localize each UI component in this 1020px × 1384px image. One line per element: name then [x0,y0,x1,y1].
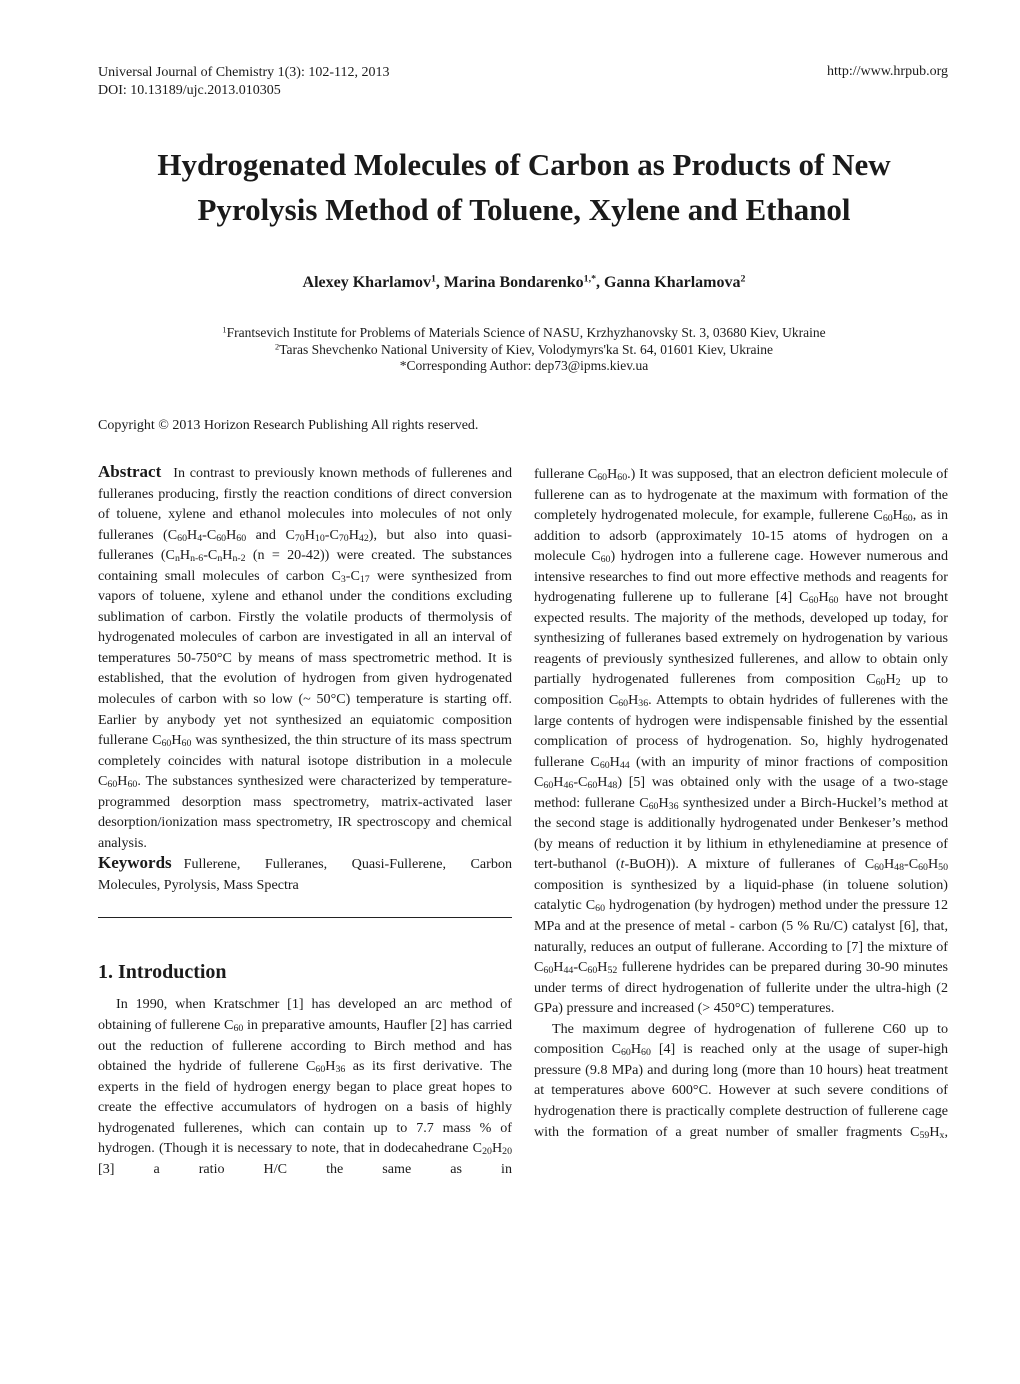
section-divider [98,917,512,918]
doi: DOI: 10.13189/ujc.2013.010305 [98,83,281,98]
paper-title [60,142,988,232]
keywords-text: Fullerene, Fulleranes, Quasi-Fullerene, Carbon Molecules, Pyrolysis, Mass Spectra [98,856,512,893]
author-name: Ganna Kharlamova [604,274,741,291]
author-list: Alexey Kharlamov$^1$, Marina Bondarenko$^{1,*}$, Ganna Kharlamova$^2$ [302,273,746,291]
affiliations [60,325,988,375]
section-heading: 1. Introduction [98,961,227,984]
left-column [98,462,512,1179]
author-name: Alexey Kharlamov [302,274,431,291]
title-line-1: Hydrogenated Molecules of Carbon as Products of New [157,147,891,182]
right-column [534,464,948,1142]
intro-paragraph: In 1990, when Kratschmer [1] has developed an arc method of obtaining of fullerene $C_{60}$ in preparative amounts, Haufler [2] has carried out the reduction of fullerene according to Birch method and has obtained the hydride of fullerene $C_{60}H_{36}$ as its first derivative. The experts in the field of hydrogen energy began to place great hopes to create the effective accumulators of hydrogen on a basis of highly hydrogenated fullerenes, which can contain up to 7.7 mass % of hydrogen. (Though it is necessary to note, that in dodecahedrane $C_{20}H_{20}$ [3] a ratio H/C the same as in [98,996,513,1177]
author-affiliation-mark: 1 [430,273,436,285]
abstract: Abstract In contrast to previously known methods of fullerenes and fulleranes producing, firstly the reaction conditions of direct conversion of toluene, xylene and ethanol molecules into molecules of not only fulleranes ($C_{60}H_4-C_{60}H_{60}$ and $C_{70}H_{10}-C_{70}H_{42}$), but also into quasi-fulleranes ($C_nH_{n-6}-C_nH_{n-2}$ (n = 20-42)) were created. The substances containing small molecules of carbon $C_3-C_{17}$ were synthesized from vapors of toluene, xylene and ethanol under the conditions excluding sublimation of carbon. Firstly the volatile products of thermolysis of hydrogenated molecules of carbon are investigated in all an interval of temperatures 50-750°C by means of mass spectrometric method. It is established, that the evolution of hydrogen from given hydrogenated molecules of carbon with so low (~ 50°C) temperature is starting off. Earlier by anybody yet not synthesized an equiatomic composition fullerane $C_{60}H_{60}$ was synthesized, the thin structure of its mass spectrum completely coincides with natural isotope distribution in a molecule $C_{60}H_{60}$. The substances synthesized were characterized by temperature-programmed desorption mass spectrometry, matrix-activated laser desorption/ionization mass spectrometry, IR spectroscopy and chemical analysis. [98,462,512,851]
body-paragraph: The maximum degree of hydrogenation of fullerene C60 up to composition $C_{60}H_{60}$ [4] is reached only at the usage of super-high pressure (9.8 MPa) and during long (more than 10 hours) heat treatment at temperatures above 600°C. However at such severe conditions of hydrogenation there is practically complete destruction of fullerene cage with the formation of a great number of smaller fragments $C_{59}H_x$, [534,1020,949,1141]
body-paragraph: fullerane $C_{60}H_{60}$.) It was supposed, that an electron deficient molecule of fullerene can as to hydrogenate at the maximum with formation of the completely hydrogenated molecule, for example, fullerene $C_{60}H_{60}$, as in addition to adsorb (approximately 10-15 atoms of hydrogen on a molecule $C_{60}$) hydrogen into a fullerene cage. However numerous and intensive researches to find out more effective methods and reagents for hydrogenating fullerene up to fullerane [4] $C_{60}H_{60}$ have not brought expected results. The majority of the methods, developed up today, for synthesizing of fulleranes based extremely on hydrogenation by various reagents of previously synthesized fullerenes, and allow to obtain only partially hydrogenated fullerenes from composition $C_{60}H_2$ up to composition $C_{60}H_{36}$. Attempts to obtain hydrides of fullerenes with the large contents of hydrogen were indispensable finished by the essential complication of process of hydrogenation. So, highly hydrogenated fullerane $C_{60}H_{44}$ (with an impurity of minor fractions of composition $C_{60}H_{46}-C_{60}H_{48}$) [5] was obtained only with the usage of a two-stage method: fullerane $C_{60}H_{36}$ synthesized under a Birch-Huckel’s method at the second stage is additionally hydrogenated under Benkeser’s method (by means of reduction it by lithium in ethylenediamine at presence of tert-buthanol (t-BuOH)). A mixture of fulleranes of $C_{60}H_{48}-C_{60}H_{50}$ composition is synthesized by a liquid-phase (in toluene solution) catalytic $C_{60}$ hydrogenation (by hydrogen) method under the pressure 12 MPa and at the presence of metal - carbon (5 % Ru/C) catalyst [6], that, naturally, reduces an output of fullerane. According to [7] the mixture of $C_{60}H_{44}-C_{60}H_{52}$ fullerene hydrides can be prepared during 30-90 minutes under terms of direct hydrogenation of fullerite under the ultra-high (2 GPa) pressure and increased (> 450°C) temperatures. [534,466,949,1017]
author-affiliation-mark: 2 [740,273,746,285]
journal-header [98,64,390,100]
title-line-2: Pyrolysis Method of Toluene, Xylene and Ethanol [197,192,851,227]
author-affiliation-mark: 1,* [583,273,597,285]
affiliation-2: $^2$Taras Shevchenko National University of Kiev, Volodymyrs'ka St. 64, 01601 Kiev, Ukraine [275,341,773,357]
copyright-notice: Copyright © 2013 Horizon Research Publishing All rights reserved. [98,418,479,433]
keywords [98,853,512,895]
abstract-label: Abstract [98,462,162,481]
journal-url[interactable]: http://www.hrpub.org [827,64,948,79]
affiliation-1: $^1$Frantsevich Institute for Problems of Materials Science of NASU, Krzhyzhanovsky St. 3, 03680 Kiev, Ukraine [222,325,826,340]
corresponding-author: *Corresponding Author: dep73@ipms.kiev.ua [399,358,649,373]
keywords-label: Keywords [98,853,172,873]
journal-citation: Universal Journal of Chemistry 1(3): 102-112, 2013 [98,65,390,80]
author-name: Marina Bondarenko [443,274,584,291]
